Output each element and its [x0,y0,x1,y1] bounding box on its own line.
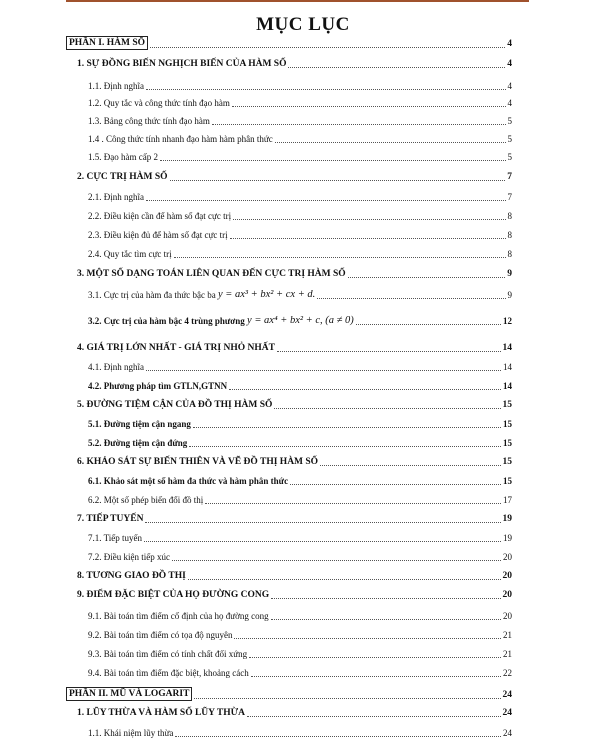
toc-page-number: 21 [503,649,512,659]
toc-entry-2-1-1[interactable] [88,727,512,739]
toc-entry-3[interactable] [77,268,512,280]
toc-entry-5-1[interactable] [88,418,512,430]
dot-leader [189,446,501,447]
toc-entry-5[interactable] [77,399,512,411]
dot-leader [146,370,501,371]
toc-entry-text: 1. SỰ ĐỒNG BIẾN NGHỊCH BIẾN CỦA HÀM SỐ [77,59,287,69]
toc-entry-text: 6. KHẢO SÁT SỰ BIẾN THIÊN VÀ VẼ ĐỒ THỊ HÀM SỐ [77,457,319,467]
toc-page-number: 20 [503,552,512,562]
toc-page-number: 5 [507,134,512,144]
toc-entry-text: 5. ĐƯỜNG TIỆM CẬN CỦA ĐỒ THỊ HÀM SỐ [77,400,273,410]
toc-entry-text: 3. MỘT SỐ DẠNG TOÁN LIÊN QUAN ĐẾN CỰC TRỊ HÀM SỐ [77,269,346,279]
toc-entry-text: 2. CỰC TRỊ HÀM SỐ [77,172,168,182]
toc-entry-text: 5.2. Đường tiệm cận đứng [88,438,188,448]
toc-page-number: 21 [503,630,512,640]
top-rule [66,0,529,2]
dot-leader [356,324,501,325]
toc-page-number: 14 [502,343,512,353]
toc-entry-text: 2.4. Quy tắc tìm cực trị [88,249,172,259]
toc-page-number: 8 [507,249,512,259]
toc-entry-9-3[interactable] [88,648,512,660]
dot-leader [288,67,505,68]
toc-entry-1-5[interactable] [88,151,512,163]
toc-entry-text: 1.1. Khái niệm lũy thừa [88,728,174,738]
dot-leader [144,541,501,542]
dot-leader [348,277,506,278]
toc-page-number: 20 [502,590,512,600]
dot-leader [249,657,501,658]
dot-leader [150,47,505,48]
dot-leader [188,579,501,580]
toc-entry-6-1[interactable] [88,475,512,487]
toc-page-number: 14 [503,362,512,372]
dot-leader [234,638,501,639]
toc-entry-text: 7. TIẾP TUYẾN [77,514,144,524]
toc-page-number: 4 [507,59,512,69]
toc-entry-9-2[interactable] [88,629,512,641]
toc-entry-8[interactable] [77,570,512,582]
toc-entry-6-2[interactable] [88,494,512,506]
dot-leader [205,503,501,504]
toc-page-number: 19 [502,514,512,524]
toc-page-number: 20 [503,611,512,621]
toc-page-number: 5 [507,116,512,126]
toc-entry-text: 7.1. Tiếp tuyến [88,533,143,543]
toc-page-number: 24 [502,690,512,700]
dot-leader [277,351,501,352]
formula: y = ax³ + bx² + cx + d. [217,289,316,300]
toc-entry-4[interactable] [77,342,512,354]
dot-leader [146,200,506,201]
dot-leader [320,465,500,466]
toc-entry-2-part-1[interactable] [77,707,512,719]
toc-entry-text: 5.1. Đường tiệm cận ngang [88,419,191,429]
page-title: MỤC LỤC [256,14,350,35]
toc-page-number: 7 [507,192,512,202]
toc-entry-text: 3.2. Cực trị của hàm bậc 4 trùng phương [88,316,245,326]
toc-page-number: 15 [503,438,512,448]
toc-entry-text: 9.2. Bài toán tìm điểm có tọa độ nguyên [88,630,233,640]
toc-entry-5-2[interactable] [88,437,512,449]
toc-entry-text: 4. GIÁ TRỊ LỚN NHẤT - GIÁ TRỊ NHỎ NHẤT [77,343,275,353]
toc-entry-part-2[interactable] [66,687,512,701]
toc-entry-7[interactable] [77,513,512,525]
toc-entry-1-2[interactable] [88,97,512,109]
toc-entry-text: 6.1. Khảo sát một số hàm đa thức và hàm phân thức [88,476,289,486]
toc-page-number: 8 [507,211,512,221]
dot-leader [290,484,501,485]
toc-entry-text: PHẦN II. MŨ VÀ LOGARIT [66,687,192,701]
dot-leader [170,180,506,181]
toc-entry-text: 1.4 . Công thức tính nhanh đạo hàm hàm phân thức [88,134,273,144]
toc-entry-6[interactable] [77,456,512,468]
toc-entry-text: 4.1. Định nghĩa [88,362,144,372]
toc-entry-9[interactable] [77,589,512,601]
toc-page-number: 24 [502,708,512,718]
toc-entry-2-4[interactable] [88,248,512,260]
toc-page-number: 7 [507,172,512,182]
dot-leader [251,676,501,677]
toc-page-number: 24 [503,728,512,738]
dot-leader [212,124,506,125]
toc-entry-text: 1.1. Định nghĩa [88,81,144,91]
dot-leader [247,716,500,717]
toc-page-number: 5 [507,152,512,162]
toc-entry-text: 9. ĐIỂM ĐẶC BIỆT CỦA HỌ ĐƯỜNG CONG [77,590,270,600]
toc-entry-1-1[interactable] [88,80,512,92]
toc-entry-1-3[interactable] [88,115,512,127]
toc-page-number: 14 [503,381,512,391]
dot-leader [175,736,501,737]
toc-page-number: 4 [507,81,512,91]
toc-entry-text: 2.2. Điều kiện cần để hàm số đạt cực trị [88,211,232,221]
toc-page-number: 9 [507,290,512,300]
toc-entry-7-2[interactable] [88,551,512,563]
dot-leader [193,427,501,428]
toc-entry-text: 2.3. Điều kiện đủ để hàm số đạt cực trị [88,230,228,240]
dot-leader [271,619,501,620]
dot-leader [271,598,500,599]
toc-entry-text: 8. TƯƠNG GIAO ĐỒ THỊ [77,571,186,581]
dot-leader [275,142,506,143]
dot-leader [317,298,505,299]
toc-entry-text: PHẦN I. HÀM SỐ [66,36,148,50]
toc-entry-text: 9.4. Bài toán tìm điểm đặc biệt, khoảng cách [88,668,249,678]
toc-page-number: 15 [503,476,512,486]
toc-page-number: 22 [503,668,512,678]
dot-leader [146,89,506,90]
toc-entry-1-4[interactable] [88,133,512,145]
dot-leader [194,698,500,699]
toc-entry-text: 1.5. Đạo hàm cấp 2 [88,152,158,162]
toc-page-number: 15 [502,457,512,467]
dot-leader [230,238,506,239]
toc-page-number: 8 [507,230,512,240]
toc-entry-9-4[interactable] [88,667,512,679]
toc-entry-3-2[interactable] [88,315,512,327]
toc-entry-text: 4.2. Phương pháp tìm GTLN,GTNN [88,381,228,391]
toc-page-number: 12 [503,316,512,326]
toc-entry-2-1[interactable] [88,191,512,203]
formula: y = ax⁴ + bx² + c, (a ≠ 0) [247,315,354,326]
toc-page-number: 15 [502,400,512,410]
toc-page-number: 4 [507,98,512,108]
toc-entry-4-2[interactable] [88,380,512,392]
toc-page-number: 17 [503,495,512,505]
toc-entry-text: 7.2. Điều kiện tiếp xúc [88,552,170,562]
toc-page-number: 19 [503,533,512,543]
toc-entry-7-1[interactable] [88,532,512,544]
dot-leader [232,106,506,107]
toc-entry-2[interactable] [77,171,512,183]
toc-entry-text: 9.1. Bài toán tìm điểm cố định của họ đường cong [88,611,269,621]
toc-entry-text: 6.2. Một số phép biến đổi đồ thị [88,495,204,505]
toc-entry-text: 1. LŨY THỪA VÀ HÀM SỐ LŨY THỪA [77,708,246,718]
toc-entry-4-1[interactable] [88,361,512,373]
dot-leader [172,560,501,561]
dot-leader [160,160,506,161]
toc-entry-2-3[interactable] [88,229,512,241]
toc-entry-1[interactable] [77,58,512,70]
dot-leader [145,522,500,523]
toc-page-number: 15 [503,419,512,429]
toc-entry-text: 2.1. Định nghĩa [88,192,144,202]
toc-entry-text: 9.3. Bài toán tìm điểm có tính chất đối xứng [88,649,248,659]
toc-entry-2-2[interactable] [88,210,512,222]
toc-entry-9-1[interactable] [88,610,512,622]
toc-page-number: 4 [507,39,512,49]
dot-leader [174,257,506,258]
dot-leader [229,389,501,390]
toc-entry-part-1[interactable] [66,36,512,50]
toc-page-number: 20 [502,571,512,581]
toc-entry-text: 1.3. Bảng công thức tính đạo hàm [88,116,210,126]
toc-entry-text: 1.2. Quy tắc và công thức tính đạo hàm [88,98,230,108]
dot-leader [274,408,500,409]
toc-entry-text: 3.1. Cực trị của hàm đa thức bậc ba [88,290,216,300]
toc-page-number: 9 [507,269,512,279]
toc-entry-3-1[interactable] [88,289,512,301]
dot-leader [233,219,505,220]
